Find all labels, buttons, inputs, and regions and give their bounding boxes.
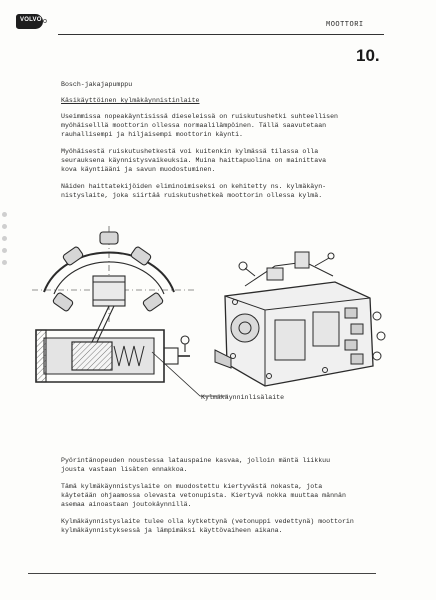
paragraph-line: nistyslaite, joka siirtää ruiskutushetkeä moottorin ollessa kylmä. bbox=[61, 192, 323, 199]
footer-rule bbox=[28, 573, 376, 574]
callout-leader-line bbox=[150, 350, 230, 398]
paragraph-line: Useimmissa nopeakäyntisissä dieseleissä on ruiskutushetki suhteellisen bbox=[61, 113, 338, 120]
paragraph-line: jousta vastaan lisäten ennakkoa. bbox=[61, 466, 188, 473]
paragraph-line: Näiden haittatekijöiden eliminoimiseksi on kehitetty ns. kylmäkäyn- bbox=[61, 183, 327, 190]
paragraph-line: asemaa ainoastaan joutokäynnillä. bbox=[61, 501, 192, 508]
punch-hole bbox=[2, 212, 7, 217]
page-number: 10. bbox=[356, 46, 380, 65]
paragraph-line: Tämä kylmäkäynnistyslaite on muodostettu kiertyvästä nokasta, jota bbox=[61, 483, 323, 490]
document-subtitle: Käsikäyttöinen kylmäkäynnistinlaite bbox=[61, 97, 200, 104]
injection-pump-illustration bbox=[205, 246, 391, 396]
paragraph-line: käytetään ohjaamossa olevasta vetonupista. Kiertyvä nokka muuttaa männän bbox=[61, 492, 346, 499]
document-title: Bosch-jakajapumppu bbox=[61, 81, 133, 88]
paragraph-line: Kylmäkäynnistyslaite tulee olla kytkettynä (vetonuppi vedettynä) moottorin bbox=[61, 518, 354, 525]
callout-label: Kylmäkäynninlisälaite bbox=[201, 394, 285, 401]
punch-hole bbox=[2, 236, 7, 241]
paragraph-line: kylmäkäynnistyksessä ja lämpimäksi käyttövaiheen aikana. bbox=[61, 527, 283, 534]
paragraph-line: rauhallisempi ja hiljaisempi moottorin käynti. bbox=[61, 131, 244, 138]
paragraph-line: Pyörintänopeuden noustessa latauspaine kasvaa, jolloin mäntä liikkuu bbox=[61, 457, 331, 464]
header-rule bbox=[58, 34, 384, 35]
brand-logo-text: VOLVO bbox=[20, 17, 42, 23]
punch-hole bbox=[2, 260, 7, 265]
paragraph-line: kova käyntiääni ja savun muodostuminen. bbox=[61, 166, 216, 173]
section-label: MOOTTORI bbox=[326, 21, 364, 29]
paragraph-line: myöhäiselllä moottorin ollessa normaalilämpöinen. Tällä saavutetaan bbox=[61, 122, 327, 129]
punch-hole bbox=[2, 248, 7, 253]
brand-logo bbox=[16, 14, 43, 29]
punch-hole bbox=[2, 224, 7, 229]
paragraph-line: Myöhäisestä ruiskutushetkestä voi kuitenkin kylmässä tilassa olla bbox=[61, 148, 319, 155]
paragraph-line: seurauksena käynnistysvaikeuksia. Muina haittapuolina on mainittava bbox=[61, 157, 327, 164]
brand-logo-suffix: o bbox=[43, 18, 47, 25]
